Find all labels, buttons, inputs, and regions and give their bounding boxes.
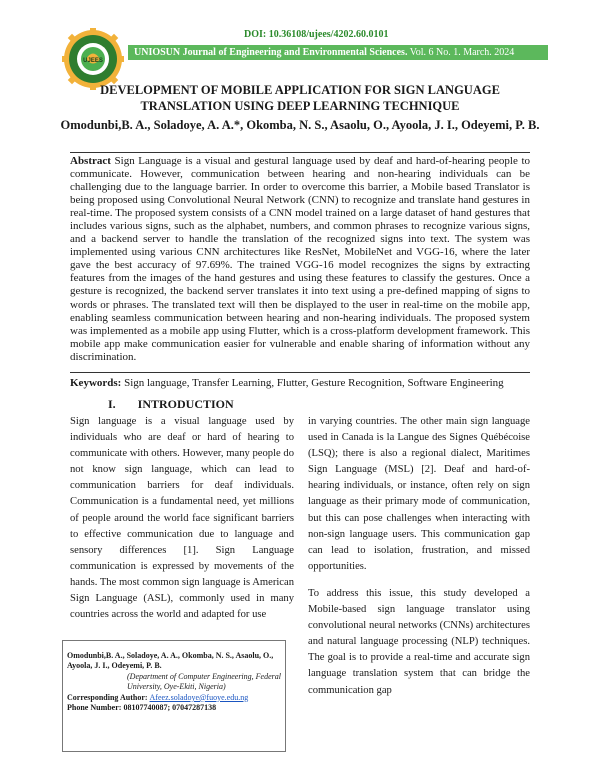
keywords-label: Keywords:: [70, 377, 122, 389]
paragraph: To address this issue, this study developed a Mobile-based sign language translator using convolutional neural networks (CNNs) architectures and natural language processing (NLP) techniques. The goal is to provide a real-time and accurate sign language translation system that can bridge the communication gap: [308, 587, 530, 696]
section-heading: [108, 397, 256, 412]
abstract: [70, 155, 530, 364]
author-affiliation-box: [62, 640, 286, 752]
journal-banner: [128, 45, 548, 60]
phone-number: 08107740087; 07047287138: [123, 703, 217, 713]
section-title: INTRODUCTION: [137, 397, 234, 411]
divider: [70, 152, 530, 153]
corresponding-email-link[interactable]: Afeez.soladoye@fuoye.edu.ng: [149, 692, 249, 702]
journal-name: UNIOSUN Journal of Engineering and Environmental Sciences.: [134, 47, 408, 58]
journal-volume: Vol. 6 No. 1. March. 2024: [407, 47, 515, 58]
paper-authors: Omodunbi,B. A., Soladoye, A. A.*, Okomba, N. S., Asaolu, O., Ayoola, J. I., Odeyemi, P. B.: [60, 118, 540, 132]
keywords-text: Sign language, Transfer Learning, Flutter, Gesture Recognition, Software Engineering: [121, 377, 504, 389]
abstract-label: Abstract: [70, 155, 111, 167]
abstract-text: Sign Language is a visual and gestural language used by deaf and hard-of-hearing people to communicate. However, communication between hearing and non-hearing individuals can be challenging due to the language barrier. In order to overcome this barrier, a Mobile based Translator is being proposed using Convolutional Neural Network (CNN) to recognize and translate hand gestures in real-time. The proposed system consists of a CNN model trained on a large dataset of hand gestures that includes various signs, such as the alphabet, numbers, and common phrases to recognize various signs, and a backend server to handle the translation of the recognized signs into text. The system was implemented using various CNN architectures like ResNet, MobileNet and VGG-16, where the later gave the best accuracy of 97.69%. The trained VGG-16 model recognizes the signs by extracting features from the images of the hand gestures and using these features to classify the gestures. Once a gesture is recognized, the backend server translates it into text using a pre-defined mapping of signs to words or phrases. The translated text will then be displayed to the user in real-time on the mobile app, enabling seamless communication between hearing and non-hearing individuals. The proposed system was implemented as a mobile app using Flutter, which is a cross-platform development framework. This mobile app make communication easier for vulnerable and enable sharing of information without any discrimination.: [70, 155, 530, 363]
corresponding-label: Corresponding Author:: [67, 692, 150, 702]
affiliation-authors: Omodunbi,B. A., Soladoye, A. A., Okomba, N. S., Asaolu, O., Ayoola, J. I., Odeyemi, P. B.: [67, 651, 274, 671]
journal-logo: [62, 28, 124, 90]
keywords: [70, 377, 540, 389]
phone-label: Phone Number:: [67, 703, 124, 713]
affiliation-department: (Department of Computer Engineering, Federal University, Oye-Ekiti, Nigeria): [127, 671, 281, 692]
section-number: I.: [108, 397, 116, 411]
paper-title: DEVELOPMENT OF MOBILE APPLICATION FOR SIGN LANGUAGE TRANSLATION USING DEEP LEARNING TECHNIQUE: [100, 83, 500, 113]
divider: [70, 372, 530, 373]
paragraph: Sign language is a visual language used by individuals who are deaf or hard of hearing to communicate with others. However, many people do not know sign language, which can lead to communication barriers for deaf individuals. Communication is a fundamental need, yet millions of people around the world face significant barriers to effective communication due to language and sensory differences [1]. Sign Language communication is expressed by movements of the hands. The most common sign language is American Sign Language (ASL), commonly used in many countries across the world and adapted for use: [70, 416, 294, 621]
column-right: [308, 414, 530, 710]
paragraph: in varying countries. The other main sign language used in Canada is la Langue des Signes Québécoise (LSQ); there is also a regional dialect, Maritimes Sign Language (MSL) [2]. Deaf and hard-of-hearing individuals, or instance, often rely on sign language as their primary mode of communication, but this can pose challenges when interacting with non-sign language users. This communication gap can lead to isolation, frustration, and missed opportunities.: [308, 416, 530, 572]
logo-text: UJEES: [83, 58, 103, 64]
doi[interactable]: DOI: 10.36108/ujees/4202.60.0101: [244, 29, 389, 40]
column-left: [70, 414, 294, 623]
